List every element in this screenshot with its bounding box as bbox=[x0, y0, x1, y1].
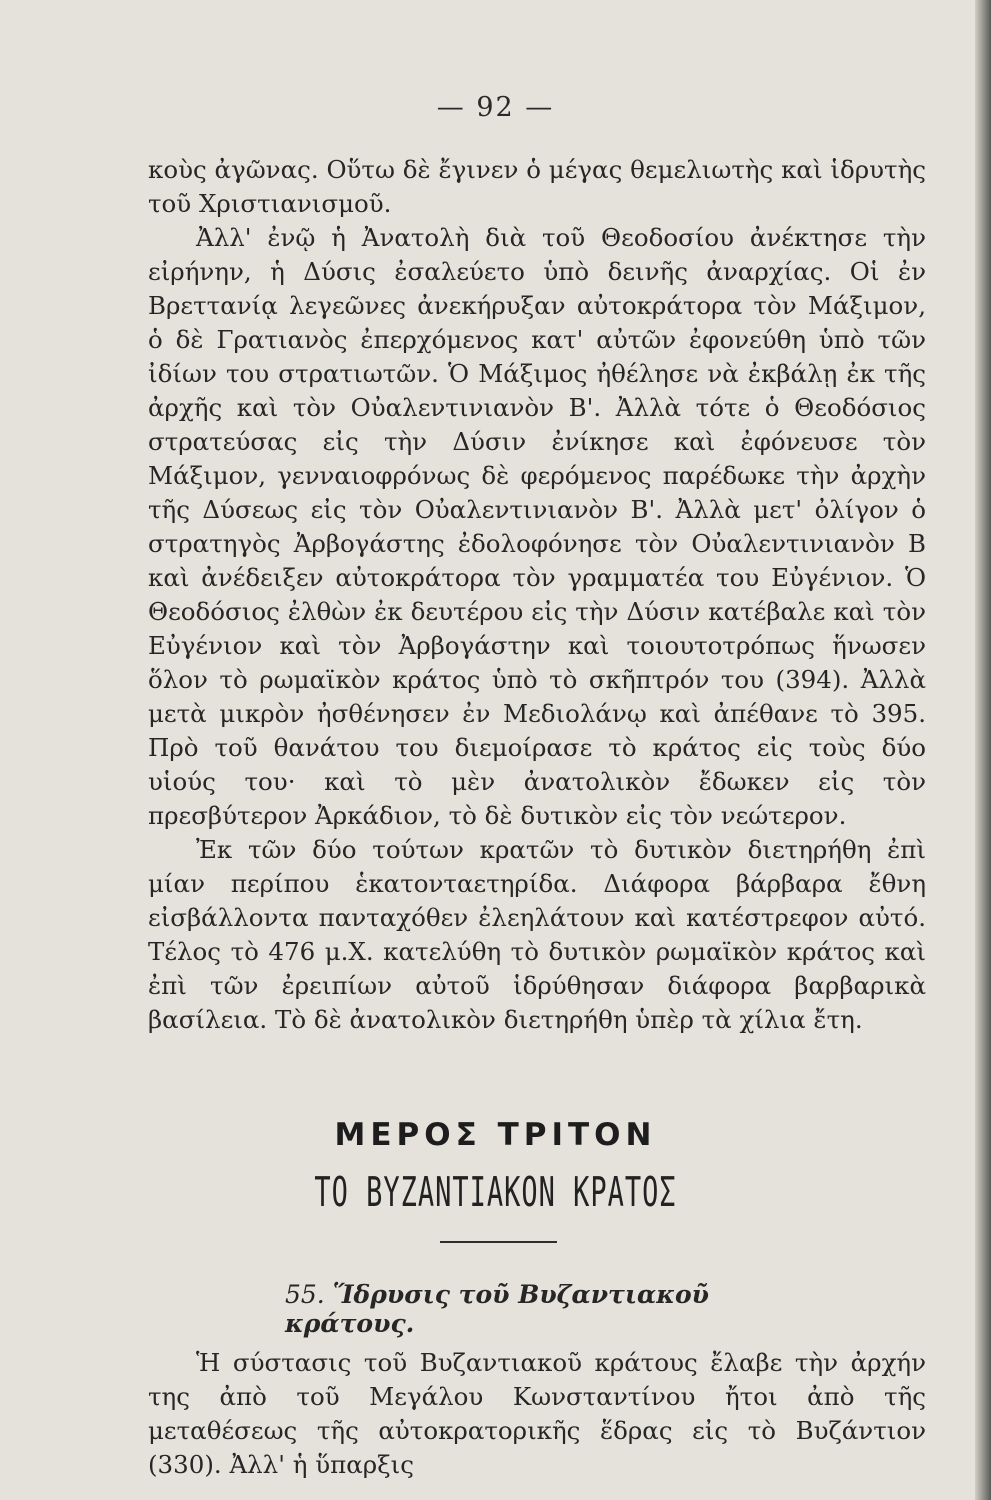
page-edge-shadow bbox=[975, 0, 991, 1500]
section-title: Ἵδρυσις τοῦ Βυζαντιακοῦ κράτους. bbox=[285, 1280, 709, 1338]
section-heading bbox=[285, 1280, 845, 1338]
page-number: — 92 — bbox=[436, 92, 555, 123]
body-text bbox=[148, 153, 926, 1037]
paragraph-1: κοὺς ἀγῶνας. Οὕτω δὲ ἔγινεν ὁ μέγας θεμελιωτὴς καὶ ἱδρυτὴς τοῦ Χριστιανισμοῦ. bbox=[148, 155, 926, 218]
part-title: ΜΕΡΟΣ ΤΡΙΤΟΝ bbox=[334, 1117, 657, 1153]
paragraph-3: Ἐκ τῶν δύο τούτων κρατῶν τὸ δυτικὸν διετηρήθη ἐπὶ μίαν περίπου ἑκατονταετηρίδα. Διάφορα βάρβαρα ἔθνη εἰσβάλλοντα πανταχόθεν ἐλεηλάτουν καὶ κατέστρεφον αὐτό. Τέλος τὸ 476 μ.Χ. κατελύθη τὸ δυτικὸν ρωμαϊκὸν κράτος καὶ ἐπὶ τῶν ἐρειπίων αὐτοῦ ἱδρύθησαν διάφορα βαρβαρικὰ βασίλεια. Τὸ δὲ ἀνατολικὸν διετηρήθη ὑπὲρ τὰ χίλια ἔτη. bbox=[148, 835, 926, 1034]
divider-rule bbox=[440, 1241, 557, 1243]
section-text bbox=[148, 1346, 926, 1482]
part-subtitle: ΤΟ ΒΥΖΑΝΤΙΑΚΟΝ ΚΡΑΤΟΣ bbox=[314, 1170, 677, 1217]
section-paragraph: Ἡ σύστασις τοῦ Βυζαντιακοῦ κράτους ἔλαβε τὴν ἀρχήν της ἀπὸ τοῦ Μεγάλου Κωνσταντίνου ἤτοι ἀπὸ τῆς μεταθέσεως τῆς αὐτοκρατορικῆς ἕδρας εἰς τὸ Βυζάντιον (330). Ἀλλ' ἡ ὕπαρξις bbox=[148, 1348, 926, 1479]
paragraph-2: Ἀλλ' ἐνῷ ἡ Ἀνατολὴ διὰ τοῦ Θεοδοσίου ἀνέκτησε τὴν εἰρήνην, ἡ Δύσις ἐσαλεύετο ὑπὸ δεινῆς ἀναρχίας. Οἱ ἐν Βρεττανίᾳ λεγεῶνες ἀνεκήρυξαν αὐτοκράτορα τὸν Μάξιμον, ὁ δὲ Γρατιανὸς ἐπερχόμενος κατ' αὐτῶν ἐφονεύθη ὑπὸ τῶν ἰδίων του στρατιωτῶν. Ὁ Μάξιμος ἠθέλησε νὰ ἐκβάλῃ ἐκ τῆς ἀρχῆς καὶ τὸν Οὐαλεντινιανὸν Β'. Ἀλλὰ τότε ὁ Θεοδόσιος στρατεύσας εἰς τὴν Δύσιν ἐνίκησε καὶ ἐφόνευσε τὸν Μάξιμον, γενναιοφρόνως δὲ φερόμενος παρέδωκε τὴν ἀρχὴν τῆς Δύσεως εἰς τὸν Οὐαλεντινιανὸν Β'. Ἀλλὰ μετ' ὀλίγον ὁ στρατηγὸς Ἀρβογάστης ἐδολοφόνησε τὸν Οὐαλεντινιανὸν Β καὶ ἀνέδειξεν αὐτοκράτορα τὸν γραμματέα του Εὐγένιον. Ὁ Θεοδόσιος ἐλθὼν ἐκ δευτέρου εἰς τὴν Δύσιν κατέβαλε καὶ τὸν Εὐγένιον καὶ τὸν Ἀρβογάστην καὶ τοιουτοτρόπως ἥνωσεν ὅλον τὸ ρωμαϊκὸν κράτος ὑπὸ τὸ σκῆπτρόν του (394). Ἀλλὰ μετὰ μικρὸν ἠσθένησεν ἐν Μεδιολάνῳ καὶ ἀπέθανε τὸ 395. Πρὸ τοῦ θανάτου του διεμοίρασε τὸ κράτος εἰς τοὺς δύο υἱούς του· καὶ τὸ μὲν ἀνατολικὸν ἔδωκεν εἰς τὸν πρεσβύτερον Ἀρκάδιον, τὸ δὲ δυτικὸν εἰς τὸν νεώτερον. bbox=[148, 223, 926, 830]
section-number: 55. bbox=[285, 1280, 325, 1309]
